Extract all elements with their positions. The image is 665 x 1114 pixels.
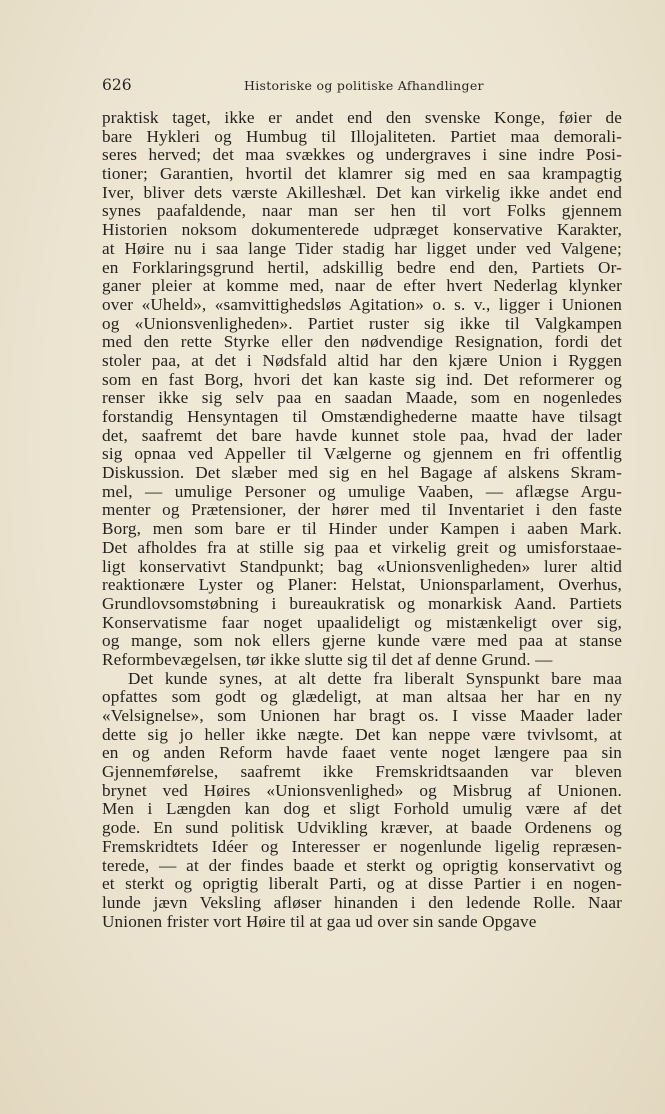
text-line: ganer pleier at komme med, naar de efter hvert Nederlag klynker (102, 276, 622, 296)
text-line: lunde jævn Veksling afløser hinanden i den ledende Rolle. Naar (102, 892, 622, 912)
body-text (102, 109, 622, 931)
text-line: Unionen frister vort Høire til at gaa ud over sin sande Opgave (102, 911, 537, 931)
text-line: mel, — umulige Personer og umulige Vaaben, — aflægse Argu- (102, 481, 622, 501)
text-line: forstandig Hensyntagen til Omstændighederne maatte have tilsagt (102, 407, 622, 426)
text-line: Historien noksom dokumenterede udpræget konservative Karakter, (102, 220, 622, 240)
text-line: med den rette Styrke eller den nødvendige Resignation, fordi det (102, 332, 622, 352)
text-line: som en fast Borg, hvori det kan kaste sig ind. Det reformerer og (102, 369, 622, 389)
text-line: brynet ved Høires «Unionsvenlighed» og Misbrug af Unionen. (102, 780, 622, 800)
text-line: renser ikke sig selv paa en saadan Maade, som en nogenledes (102, 388, 622, 408)
text-line: Diskussion. Det slæber med sig en hel Bagage af alskens Skram- (102, 463, 622, 483)
text-line: terede, — at der findes baade et sterkt og oprigtig konservativt og (102, 855, 622, 875)
text-line: praktisk taget, ikke er andet end den svenske Konge, føier de (102, 108, 622, 127)
text-line: og «Unionsvenligheden». Partiet ruster sig ikke til Valgkampen (102, 313, 622, 333)
text-line: Det kunde synes, at alt dette fra liberalt Synspunkt bare maa (128, 668, 622, 688)
text-line: Fremskridtets Idéer og Interesser er nogenlunde ligelig repræsen- (102, 836, 622, 856)
text-line: Konservatisme faar noget upaalideligt og mistænkeligt over sig, (102, 612, 622, 632)
page-number: 626 (102, 76, 132, 94)
text-line: Grundlovsomstøbning i bureaukratisk og monarkisk Aand. Partiets (102, 593, 622, 613)
text-line: Iver, bliver dets værste Akilleshæl. Det kan virkelig ikke andet end (102, 182, 622, 202)
text-line: det, saafremt det bare havde kunnet stole paa, hvad der lader (102, 425, 622, 445)
text-line: et sterkt og oprigtig liberalt Parti, og at disse Partier i en nogen- (102, 874, 622, 894)
text-line: og mange, som nok ellers gjerne kunde være med paa at stanse (102, 631, 622, 651)
running-title: Historiske og politiske Afhandlinger (244, 78, 484, 93)
text-line: «Velsignelse», som Unionen har bragt os. I visse Maader lader (102, 706, 622, 725)
text-line: at Høire nu i saa lange Tider stadig har ligget under ved Valgene; (102, 238, 622, 258)
text-line: seres herved; det maa svækkes og undergraves i sine indre Posi- (102, 145, 622, 165)
text-line: Borg, men som bare er til Hinder under Kampen i aaben Mark. (102, 519, 622, 539)
text-line: Gjennemførelse, saafremt ikke Fremskridtsaanden var bleven (102, 762, 622, 782)
text-line: Men i Længden kan dog et sligt Forhold umulig være af det (102, 799, 622, 819)
text-line: over «Uheld», «samvittighedsløs Agitation» o. s. v., ligger i Unionen (102, 294, 622, 314)
text-line: sig opnaa ved Appeller til Vælgerne og gjennem en fri offentlig (102, 444, 622, 464)
text-line: ligt konservativt Standpunkt; bag «Unionsvenligheden» lurer altid (102, 556, 622, 576)
page-header (102, 76, 622, 100)
text-line: bare Hykleri og Humbug til Illojaliteten. Partiet maa demorali- (102, 126, 622, 146)
text-line: stoler paa, at det i Nødsfald altid har den kjære Union i Ryggen (102, 350, 622, 370)
text-line: menter og Prætensioner, der hører med til Inventariet i den faste (102, 500, 622, 520)
text-line: opfattes som godt og glædeligt, at man altsaa her har en ny (102, 687, 622, 707)
text-line: tioner; Garantien, hvortil det klamrer sig med en saa krampagtig (102, 164, 622, 184)
text-line: Reformbevægelsen, tør ikke slutte sig til det af denne Grund. — (102, 649, 553, 669)
text-line: synes paafaldende, naar man ser hen til vort Folks gjennem (102, 201, 622, 221)
text-line: gode. En sund politisk Udvikling kræver, at baade Ordenens og (102, 818, 622, 838)
text-line: dette sig jo heller ikke nægte. Det kan neppe være tvivlsomt, at (102, 724, 622, 744)
text-line: reaktionære Lyster og Planer: Helstat, Unionsparlament, Overhus, (102, 575, 622, 595)
text-line: en Forklaringsgrund hertil, adskillig bedre end den, Partiets Or- (102, 257, 622, 277)
text-line: en og anden Reform havde faaet vente noget længere paa sin (102, 743, 622, 763)
text-line: Det afholdes fra at stille sig paa et virkelig greit og umisforstaae- (102, 537, 622, 557)
